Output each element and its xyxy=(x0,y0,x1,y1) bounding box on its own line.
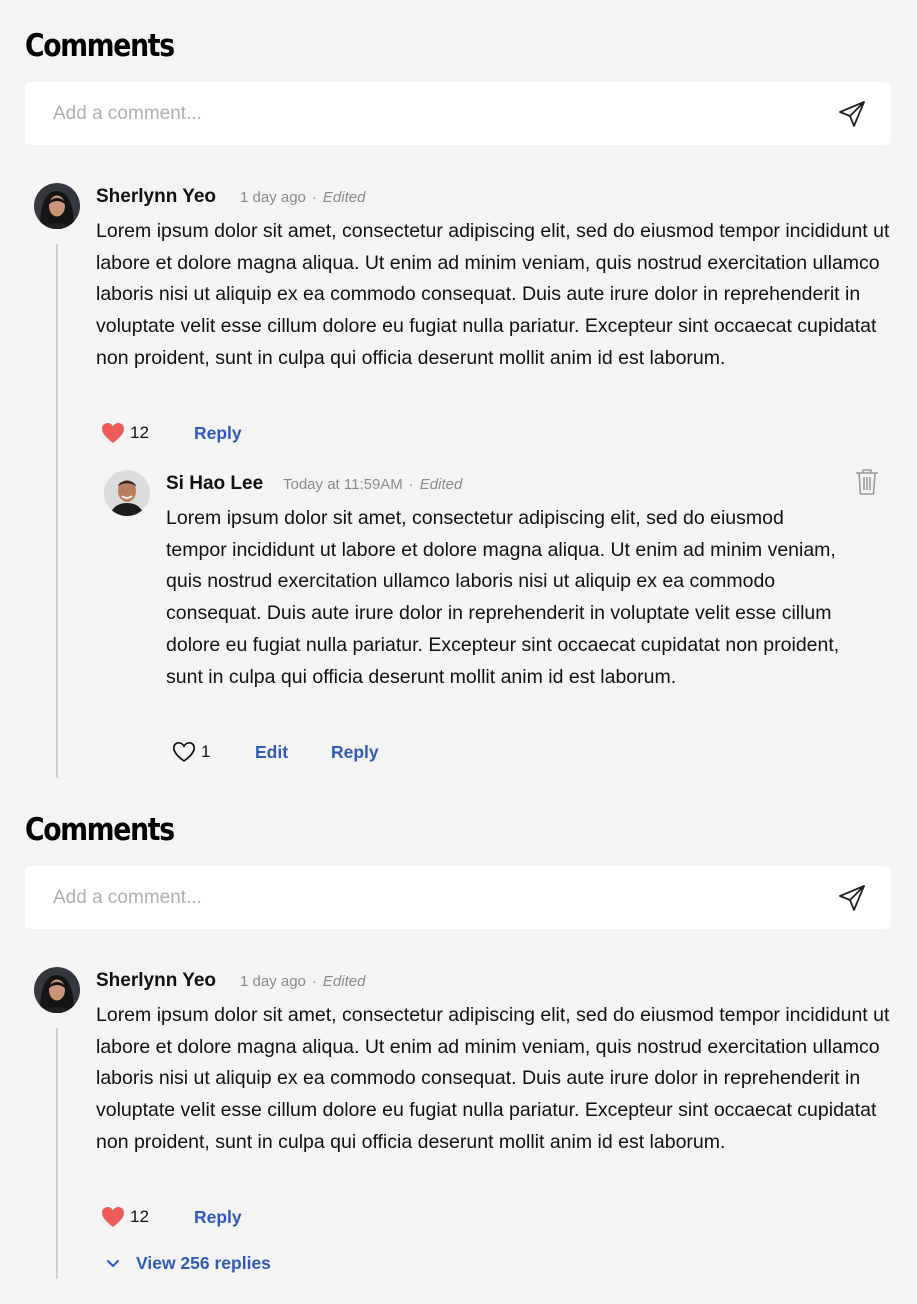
send-icon[interactable] xyxy=(837,99,867,129)
edited-label: Edited xyxy=(322,189,366,206)
comment-author[interactable]: Sherlynn Yeo xyxy=(96,970,217,991)
comment-meta xyxy=(240,973,365,990)
heart-filled-icon xyxy=(101,422,125,444)
like-count: 12 xyxy=(130,1207,149,1226)
trash-icon[interactable] xyxy=(854,468,880,496)
heart-outline-icon xyxy=(172,741,196,763)
reply-author[interactable]: Si Hao Lee xyxy=(166,473,264,494)
view-replies-label: View 256 replies xyxy=(136,1253,271,1273)
heart-filled-icon xyxy=(101,1206,125,1228)
reply-body: Lorem ipsum dolor sit amet, consectetur adipiscing elit, sed do eiusmod tempor incididunt ut labore et dolore magna aliqua. Ut enim ad minim veniam, quis nostrud exercitation ullamco laboris nisi ut aliquip ex ea commodo consequat. Duis aute irure dolor in reprehenderit in voluptate velit esse cillum dolore eu fugiat nulla pariatur. Excepteur sint occaecat cupidatat non proident, sunt in culpa qui officia deserunt mollit anim id est laborum. xyxy=(166,507,840,688)
comment-body: Lorem ipsum dolor sit amet, consectetur adipiscing elit, sed do eiusmod tempor incididunt ut labore et dolore magna aliqua. Ut enim ad minim veniam, quis nostrud exercitation ullamco laboris nisi ut aliquip ex ea commodo consequat. Duis aute irure dolor in reprehenderit in voluptate velit esse cillum dolore eu fugiat nulla pariatur. Excepteur sint occaecat cupidatat non proident, sunt in culpa qui officia deserunt mollit anim id est laborum. xyxy=(96,220,890,369)
reply-meta xyxy=(283,476,462,493)
edited-label: Edited xyxy=(419,476,463,493)
reply-time: Today at 11:59AM xyxy=(283,476,403,493)
thread-line xyxy=(56,244,58,778)
like-count: 12 xyxy=(130,423,149,442)
chevron-down-icon xyxy=(106,1259,120,1269)
edited-label: Edited xyxy=(322,973,366,990)
reply-button[interactable]: Reply xyxy=(194,1207,242,1227)
avatar[interactable] xyxy=(34,183,80,229)
comments-section xyxy=(0,784,917,1304)
reply-button[interactable]: Reply xyxy=(331,742,379,762)
view-replies-button[interactable] xyxy=(106,1253,271,1274)
reply-button[interactable]: Reply xyxy=(194,423,242,443)
comment-body: Lorem ipsum dolor sit amet, consectetur adipiscing elit, sed do eiusmod tempor incididunt ut labore et dolore magna aliqua. Ut enim ad minim veniam, quis nostrud exercitation ullamco laboris nisi ut aliquip ex ea commodo consequat. Duis aute irure dolor in reprehenderit in voluptate velit esse cillum dolore eu fugiat nulla pariatur. Excepteur sint occaecat cupidatat non proident, sunt in culpa qui officia deserunt mollit anim id est laborum. xyxy=(96,1004,890,1153)
meta-separator: · xyxy=(311,973,317,990)
section-title: Comments xyxy=(25,812,174,848)
avatar[interactable] xyxy=(34,967,80,1013)
comment-input[interactable] xyxy=(53,866,813,929)
edit-button[interactable]: Edit xyxy=(255,742,289,762)
section-title: Comments xyxy=(25,28,174,64)
like-button[interactable] xyxy=(101,1206,149,1228)
comment-time: 1 day ago xyxy=(240,973,306,990)
like-count: 1 xyxy=(201,742,211,761)
meta-separator: · xyxy=(408,476,414,493)
comment-composer xyxy=(25,82,891,145)
comment-author[interactable]: Sherlynn Yeo xyxy=(96,186,217,207)
comment-input[interactable] xyxy=(53,82,813,145)
avatar[interactable] xyxy=(104,470,150,516)
comment-meta xyxy=(240,189,365,206)
send-icon[interactable] xyxy=(837,883,867,913)
comment-composer xyxy=(25,866,891,929)
like-button[interactable] xyxy=(101,422,149,444)
comment-time: 1 day ago xyxy=(240,189,306,206)
meta-separator: · xyxy=(311,189,317,206)
like-button[interactable] xyxy=(172,741,210,763)
thread-line xyxy=(56,1028,58,1279)
